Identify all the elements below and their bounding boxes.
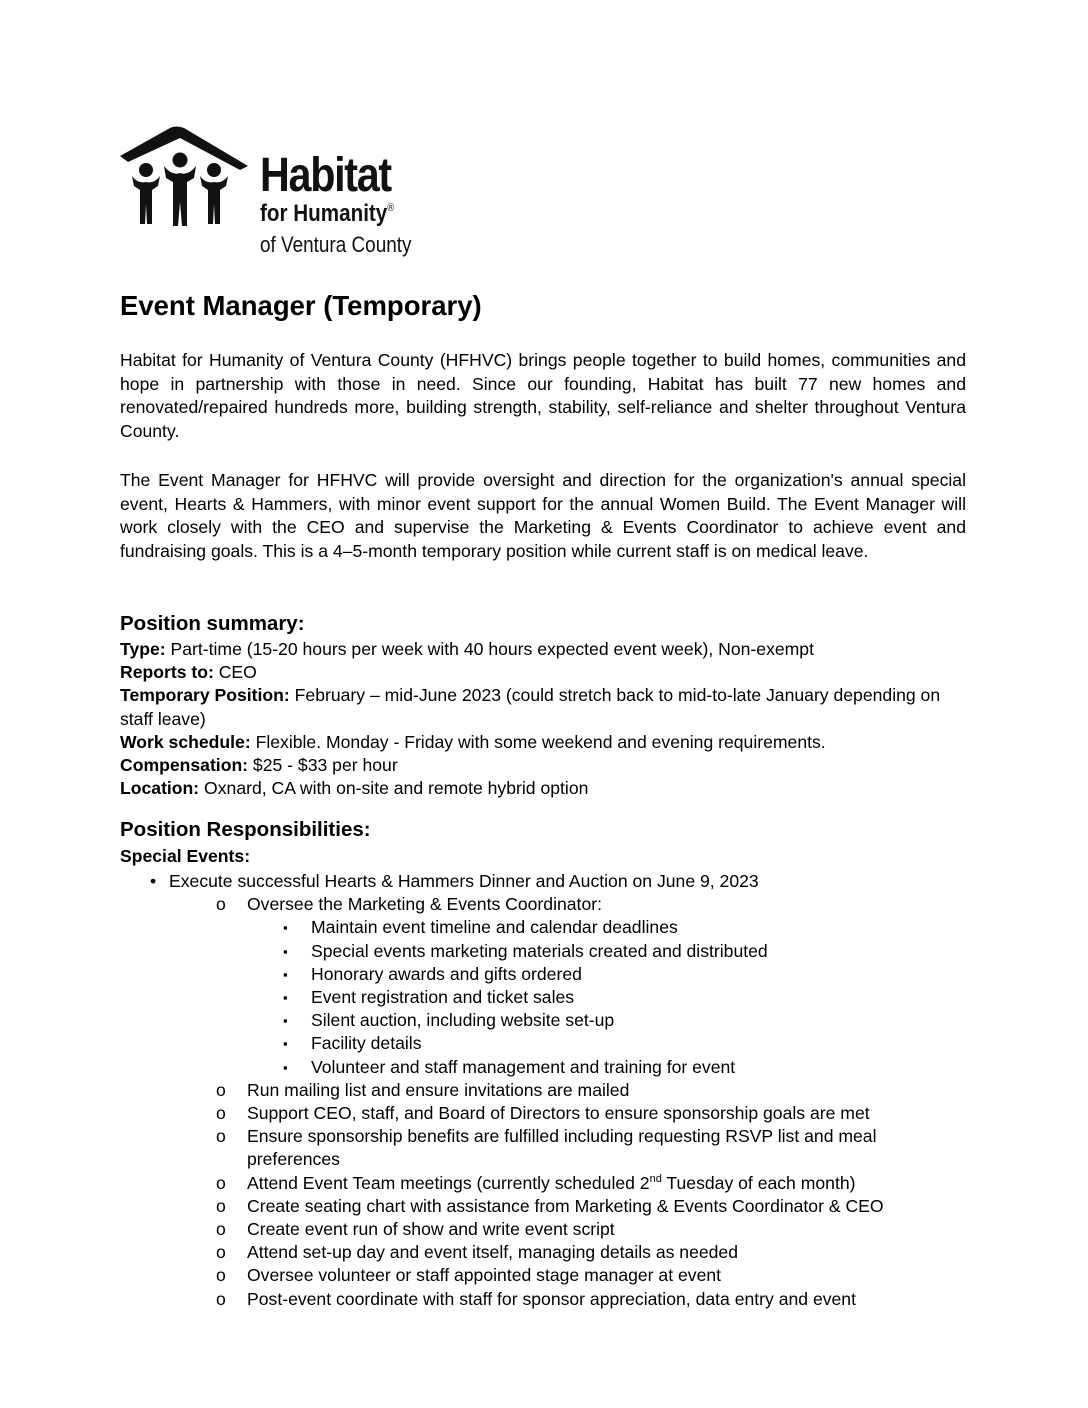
summary-label: Reports to:: [120, 662, 214, 683]
list-item-text: Special events marketing materials created and distributed: [311, 940, 768, 961]
summary-value: Oxnard, CA with on-site and remote hybrid option: [199, 778, 589, 799]
list-item: [0, 1056, 1088, 1079]
list-item-text: Oversee the Marketing & Events Coordinator:: [247, 894, 602, 915]
registered-mark: ®: [387, 202, 395, 214]
list-item: [0, 940, 1088, 963]
list-item-text: Create seating chart with assistance from Marketing & Events Coordinator & CEO: [247, 1195, 884, 1216]
logo-for-humanity-text: for Humanity: [260, 200, 388, 227]
logo-wordmark-ventura-county: of Ventura County: [260, 232, 412, 257]
list-item-text: Volunteer and staff management and training for event: [311, 1056, 736, 1077]
bullet-marker: •: [150, 871, 157, 891]
summary-label: Location:: [120, 778, 200, 799]
list-item: [0, 1102, 1088, 1125]
summary-item-compensation: [120, 754, 966, 777]
summary-item-temporary-position: [120, 684, 966, 730]
summary-item-work-schedule: [120, 731, 966, 754]
bullet-marker: ▪: [283, 1036, 288, 1052]
intro-paragraph-1: Habitat for Humanity of Ventura County (HFHVC) brings people together to build homes, communities and hope in partnership with those in need. Since our founding, Habitat has built 77 new homes and renovated/repaired hundreds more, building strength, stability, self-reliance and shelter throughout Ventura County.: [120, 350, 966, 441]
special-events-subheading: Special Events:: [120, 846, 251, 866]
summary-item-location: [120, 777, 966, 800]
summary-value: Flexible. Monday - Friday with some weekend and evening requirements.: [250, 731, 826, 752]
bullet-marker: o: [216, 1288, 226, 1309]
list-item-text: Oversee volunteer or staff appointed stage manager at event: [247, 1265, 722, 1286]
logo-wordmark-habitat: Habitat: [260, 149, 391, 202]
list-item-text: Event registration and ticket sales: [311, 987, 575, 1008]
summary-value: CEO: [213, 662, 257, 683]
bullet-marker: o: [216, 1126, 226, 1147]
list-item: [0, 916, 1088, 939]
list-item: [0, 870, 1088, 893]
bullet-marker: o: [216, 1242, 226, 1263]
bullet-marker: o: [216, 1079, 226, 1100]
list-item: [0, 1218, 1088, 1241]
summary-label: Temporary Position:: [120, 685, 290, 706]
bullet-marker: ▪: [283, 920, 288, 936]
habitat-house-people-icon: [118, 126, 254, 230]
summary-value: Part-time (15-20 hours per week with 40 hours expected event week), Non-exempt: [165, 639, 814, 659]
bullet-marker: o: [216, 1172, 226, 1193]
list-item: [0, 1264, 1088, 1287]
summary-value: $25 - $33 per hour: [248, 755, 398, 776]
list-item: [0, 1125, 1088, 1171]
list-item-text: [247, 1172, 961, 1195]
intro-paragraph-2: The Event Manager for HFHVC will provide oversight and direction for the organization's annual special event, Hearts & Hammers, with minor event support for the annual Women Build. The Event Manager will work closely with the CEO and supervise the Marketing & Events Coordinator to achieve event and fundraising goals. This is a 4–5-month temporary position while current staff is on medical leave.: [120, 470, 966, 561]
list-item-text: Execute successful Hearts & Hammers Dinner and Auction on June 9, 2023: [169, 871, 759, 891]
summary-value: February – mid-June 2023 (could stretch back to mid-to-late January depending on staff leave): [120, 685, 941, 729]
bullet-marker: ▪: [283, 966, 288, 982]
bullet-marker: o: [216, 1219, 226, 1240]
responsibilities-list: [0, 870, 1088, 1311]
list-item: [0, 1195, 1088, 1218]
list-item: [0, 1079, 1088, 1102]
list-item-text: Maintain event timeline and calendar deadlines: [311, 917, 678, 938]
bullet-marker: o: [216, 1195, 226, 1216]
list-item-text-part: Attend Event Team meetings (currently scheduled 2: [247, 1172, 650, 1193]
bullet-marker: ▪: [283, 990, 288, 1006]
list-item: [0, 1241, 1088, 1264]
list-item-text: Post-event coordinate with staff for sponsor appreciation, data entry and event: [247, 1288, 856, 1309]
list-item: [0, 1288, 1088, 1311]
list-item-text: Support CEO, staff, and Board of Directors to ensure sponsorship goals are met: [247, 1103, 870, 1124]
list-item-text: Ensure sponsorship benefits are fulfilled including requesting RSVP list and meal preferences: [247, 1126, 877, 1170]
list-item-text-part: Tuesday of each month): [661, 1172, 856, 1193]
summary-item-reports-to: [120, 661, 966, 684]
list-item: [0, 963, 1088, 986]
logo-wordmark-for-humanity: [260, 200, 394, 228]
list-item-text: Create event run of show and write event script: [247, 1219, 615, 1240]
summary-label: Compensation:: [120, 755, 249, 776]
position-summary: [120, 638, 966, 800]
summary-item-type: [120, 638, 966, 661]
list-item-text: Run mailing list and ensure invitations are mailed: [247, 1079, 630, 1100]
list-item: [0, 1009, 1088, 1032]
position-summary-heading: Position summary:: [120, 612, 305, 635]
position-responsibilities-heading: Position Responsibilities:: [120, 818, 371, 841]
ordinal-suffix: nd: [649, 1172, 662, 1185]
summary-label: Type:: [120, 639, 166, 659]
list-item-text: Facility details: [311, 1033, 422, 1054]
bullet-marker: o: [216, 894, 226, 915]
list-item-text: Honorary awards and gifts ordered: [311, 963, 582, 984]
summary-label: Work schedule:: [120, 731, 251, 752]
list-item: [0, 893, 1088, 916]
bullet-marker: o: [216, 1103, 226, 1124]
list-item: [0, 1032, 1088, 1055]
page-title: Event Manager (Temporary): [120, 290, 482, 321]
bullet-marker: ▪: [283, 943, 288, 959]
list-item: [0, 1172, 1088, 1195]
bullet-marker: ▪: [283, 1059, 288, 1075]
habitat-logo: [118, 126, 458, 266]
list-item-text: Silent auction, including website set-up: [311, 1010, 615, 1031]
list-item: [0, 986, 1088, 1009]
list-item-text: Attend set-up day and event itself, managing details as needed: [247, 1242, 739, 1263]
bullet-marker: o: [216, 1265, 226, 1286]
bullet-marker: ▪: [283, 1013, 288, 1029]
